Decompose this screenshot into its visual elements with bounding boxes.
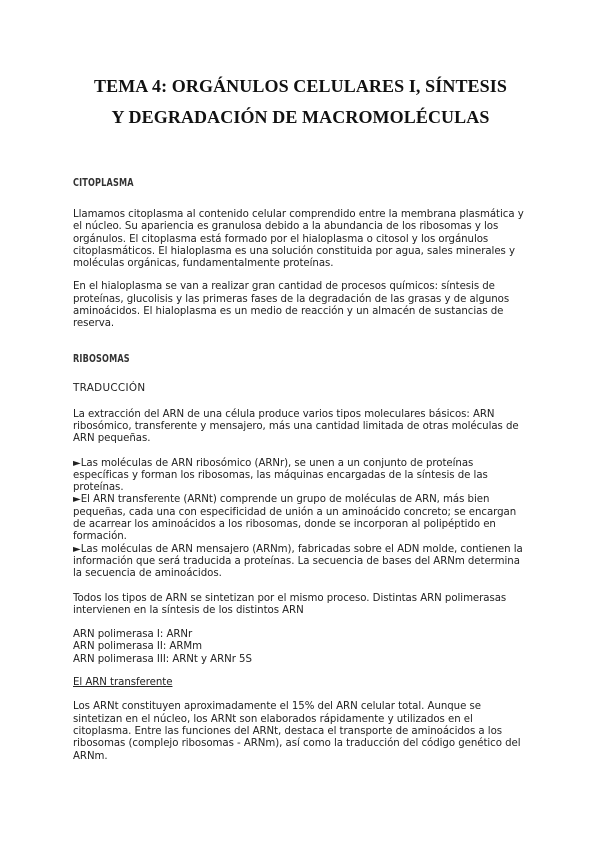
polimerasa-item: ARN polimerasa II: ARMm [73, 641, 202, 653]
bullet-item: ►Las moléculas de ARN mensajero (ARNm), fabricadas sobre el ADN molde, contienen la información que será traducida a proteínas. La secuencia de bases del ARNm determina la secuencia de aminoácidos. [73, 543, 523, 580]
section-heading-citoplasma: CITOPLASMA [73, 176, 134, 189]
bullet-list [73, 458, 528, 581]
citoplasma-paragraph-2: En el hialoplasma se van a realizar gran cantidad de procesos químicos: síntesis de proteínas, glucolisis y las primeras fases de la degradación de las grasas y de algunos aminoácidos. El hialoplasma es un medio de reacción y un almacén de sustancias de reserva. [73, 281, 510, 330]
polimerasa-item: ARN polimerasa I: ARNr [73, 629, 193, 641]
page-title [53, 72, 548, 131]
title-line-1: TEMA 4: ORGÁNULOS CELULARES I, SÍNTESIS [93, 76, 507, 96]
ribosomas-paragraph-3: Los ARNt constituyen aproximadamente el 15% del ARN celular total. Aunque se sintetizan en el núcleo, los ARNt son elaborados rápidamente y utilizados en el citoplasma. Entre las funciones del ARNt, destaca el transporte de aminoácidos a los ribosomas (complejo ribosomas - ARNm), así como la traducción del código genético del ARNm. [73, 701, 521, 762]
citoplasma-paragraph-1: Llamamos citoplasma al contenido celular comprendido entre la membrana plasmática y el núcleo. Su apariencia es granulosa debido a la abundancia de los ribosomas y los orgánulos. El citoplasma está formado por el hialoplasma o citosol y los orgánulos citoplasmáticos. El hialoplasma es una solución constituida por agua, sales minerales y moléculas orgánicas, fundamentalmente proteínas. [73, 209, 524, 270]
polimerasa-item: ARN polimerasa III: ARNt y ARNr 5S [73, 653, 252, 665]
bullet-item: ►El ARN transferente (ARNt) comprende un grupo de moléculas de ARN, más bien pequeñas, cada una con especificidad de unión a un aminoácido concreto; se encargan de acarrear los aminoácidos a los ribosomas, donde se incorporan al polipéptido en formación. [73, 494, 517, 543]
ribosomas-paragraph-1: La extracción del ARN de una célula produce varios tipos moleculares básicos: ARN ribosómico, transferente y mensajero, más una cantidad limitada de otras moléculas de ARN pequeñas. [73, 408, 519, 445]
polimerasa-list [73, 629, 528, 666]
subtitle-arn-transferente: El ARN transferente [73, 677, 173, 689]
section-heading-ribosomas: RIBOSOMAS [73, 351, 130, 365]
ribosomas-paragraph-2: Todos los tipos de ARN se sintetizan por el mismo proceso. Distintas ARN polimerasas intervienen en la síntesis de los distintos ARN [73, 592, 507, 616]
title-line-2: Y DEGRADACIÓN DE MACROMOLÉCULAS [111, 107, 490, 127]
bullet-item: ►Las moléculas de ARN ribosómico (ARNr), se unen a un conjunto de proteínas específicas y forman los ribosomas, las máquinas encargadas de la síntesis de las proteínas. [73, 457, 488, 494]
subheading-traduccion: TRADUCCIÓN [73, 381, 146, 394]
